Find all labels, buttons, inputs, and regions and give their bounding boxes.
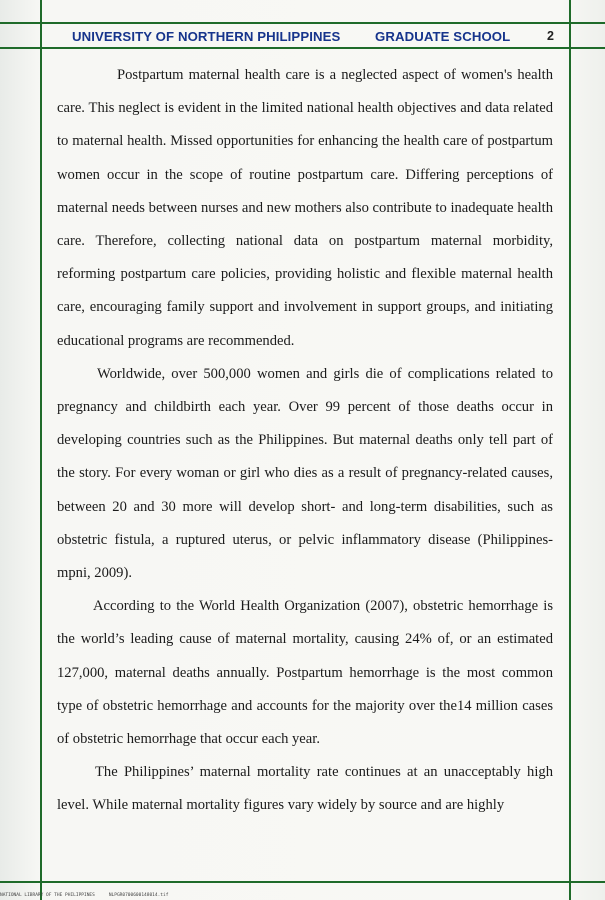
paragraph: The Philippines’ maternal mortality rate continues at an unacceptably high level. While maternal mortality figures vary widely by source and are highly	[57, 764, 553, 814]
frame-line-right	[569, 0, 571, 900]
scan-footer	[0, 893, 168, 898]
paragraph: According to the World Health Organization (2007), obstetric hemorrhage is the world’s leading cause of maternal mortality, causing 24% of, or an estimated 127,000, maternal deaths annually. Postpartum hemorrhage is the most common type of obstetric hemorrhage and accounts for the majority over the14 million cases of obstetric hemorrhage that occur each year.	[57, 598, 553, 748]
frame-line-header	[0, 47, 605, 49]
scan-id: NLPGR0700600148014.tif	[108, 893, 169, 898]
body-text	[57, 59, 553, 823]
page-number: 2	[547, 29, 555, 43]
frame-line-bottom	[0, 881, 605, 883]
library-label: NATIONAL LIBRARY OF THE PHILIPPINES	[0, 893, 95, 898]
paragraph: Worldwide, over 500,000 women and girls die of complications related to pregnancy and childbirth each year. Over 99 percent of those deaths occur in developing countries such as the Philippines. But maternal deaths only tell part of the story. For every woman or girl who dies as a result of pregnancy-related causes, between 20 and 30 more will develop short- and long-term disabilities, such as obstetric fistula, a ruptured uterus, or pelvic inflammatory disease (Philippines-mpni, 2009).	[57, 365, 553, 582]
school-name: GRADUATE SCHOOL	[375, 29, 511, 44]
page-header	[42, 24, 568, 47]
frame-line-left	[40, 0, 42, 900]
university-name: UNIVERSITY OF NORTHERN PHILIPPINES	[72, 29, 341, 44]
paragraph: Postpartum maternal health care is a neglected aspect of women's health care. This neglect is evident in the limited national health objectives and data related to maternal health. Missed opportunities for enhancing the health care of postpartum women occur in the scope of routine postpartum care. Differing perceptions of maternal needs between nurses and new mothers also contribute to inadequate health care. Therefore, collecting national data on postpartum maternal morbidity, reforming postpartum care policies, providing holistic and flexible maternal health care, encouraging family support and involvement in support groups, and initiating educational programs are recommended.	[57, 67, 553, 349]
